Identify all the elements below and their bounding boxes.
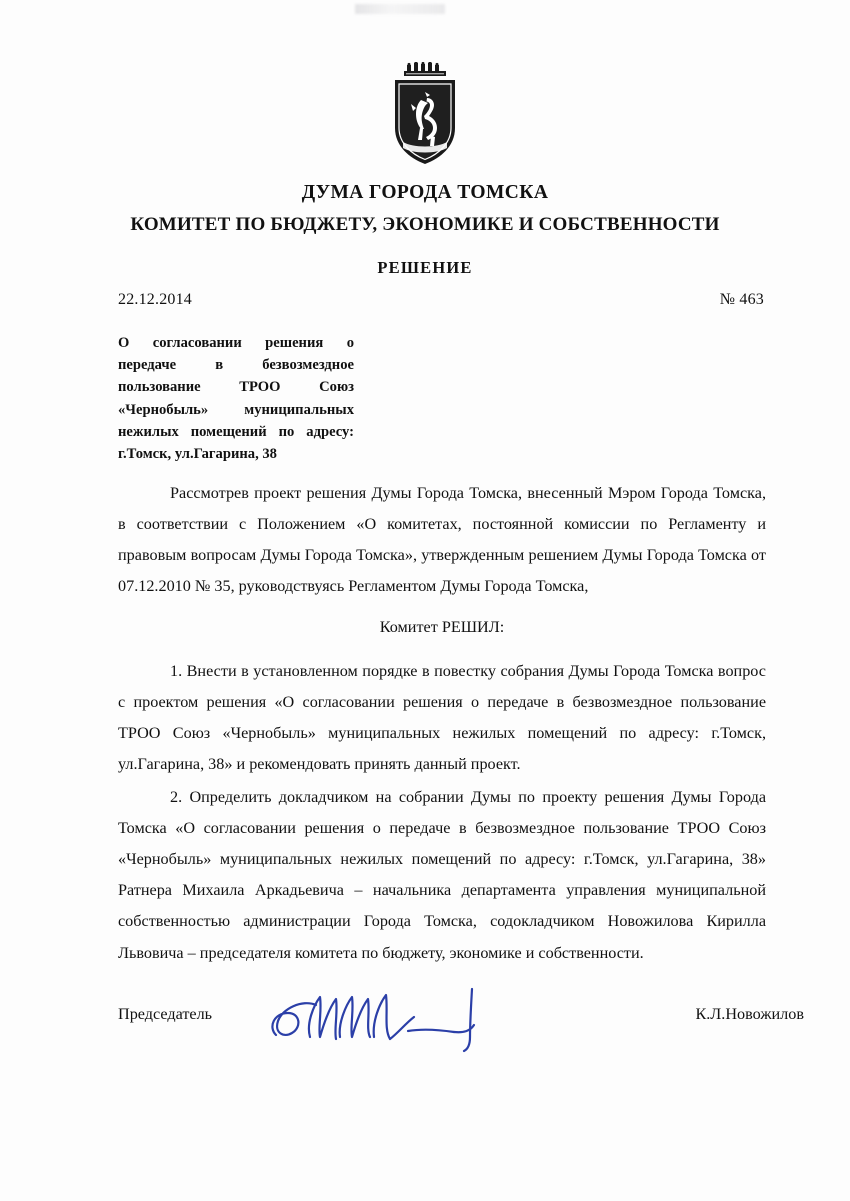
document-number: № 463 xyxy=(719,291,764,308)
document-date: 22.12.2014 xyxy=(118,291,192,308)
body-paragraph-1: Рассмотрев проект решения Думы Города Томска, внесенный Мэром Города Томска, в соответствии с Положением «О комитетах, постоянной комиссии по Регламенту и правовым вопросам Думы Города Томска», утвержденным решением Думы Города Томска от 07.12.2010 № 35, руководствуясь Регламентом Думы Города Томска, xyxy=(118,484,766,596)
organization-title: ДУМА ГОРОДА ТОМСКА xyxy=(301,182,549,203)
resolution-heading: Комитет РЕШИЛ: xyxy=(379,618,505,637)
document-subject: О согласовании решения о передаче в безвозмездное пользование ТРОО Союз «Чернобыль» муниципальных нежилых помещений по адресу: г.Томск, ул.Гагарина, 38 xyxy=(118,335,354,462)
emblem-container xyxy=(0,62,850,166)
resolution-item-1: 1. Внести в установленном порядке в повестку собрания Думы Города Томска вопрос с проектом решения «О согласовании решения о передаче в безвозмездное пользование ТРОО Союз «Чернобыль» муниципальных нежилых помещений по адресу: г.Томск, ул.Гагарина, 38» и рекомендовать принять данный проект. xyxy=(118,661,766,773)
document-body xyxy=(118,478,766,971)
document-meta xyxy=(118,291,764,309)
signature-role: Председатель xyxy=(118,1005,213,1023)
resolution-item-2: 2. Определить докладчиком на собрании Думы по проекту решения Думы Города Томска «О согласовании решения о передаче в безвозмездное пользование ТРОО Союз «Чернобыль» муниципальных нежилых помещений по адресу: г.Томск, ул.Гагарина, 38» Ратнера Михаила Аркадьевича – начальника департамента управления муниципальной собственностью администрации Города Томска, содокладчиком Новожилова Кирилла Львовича – председателя комитета по бюджету, экономике и собственности. xyxy=(118,787,766,962)
scan-artifact xyxy=(355,4,445,14)
coat-of-arms-icon xyxy=(389,62,461,166)
signature-row xyxy=(118,1005,804,1024)
document-type: РЕШЕНИЕ xyxy=(377,258,473,277)
committee-title: КОМИТЕТ ПО БЮДЖЕТУ, ЭКОНОМИКЕ И СОБСТВЕННОСТИ xyxy=(130,214,720,235)
signature-name: К.Л.Новожилов xyxy=(695,1005,804,1023)
